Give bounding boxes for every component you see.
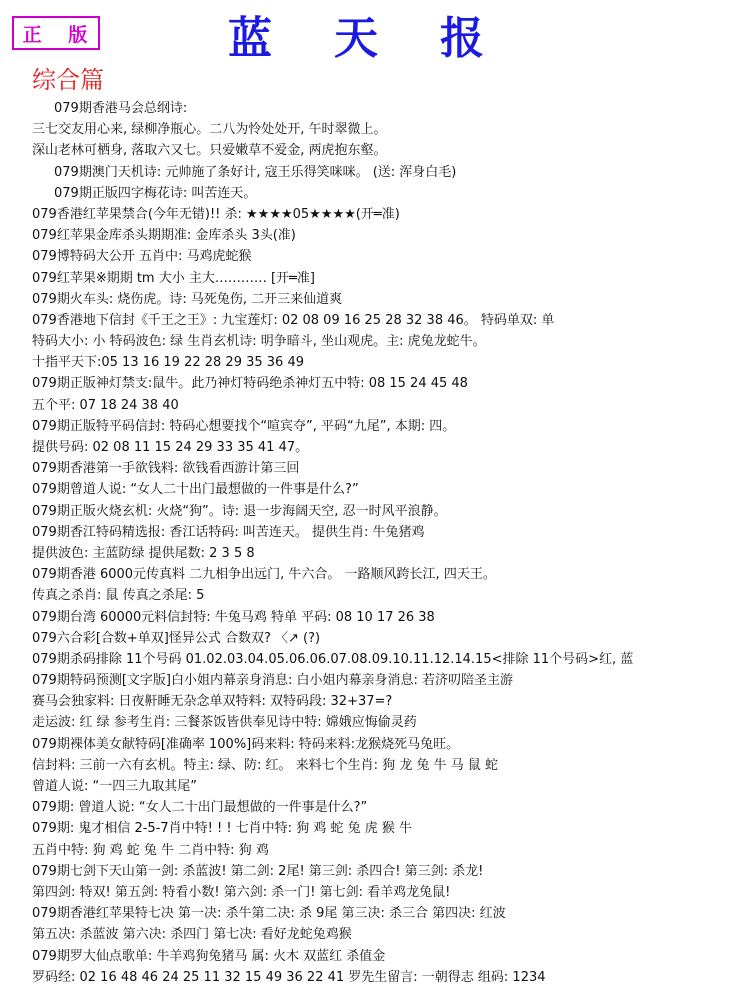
text-line: 第四剑: 特双! 第五剑: 特看小数! 第六剑: 杀一门! 第七剑: 看羊鸡龙兔鼠!: [32, 884, 451, 900]
text-line: 079期香港马会总纲诗:: [54, 101, 188, 116]
text-line: 079期曾道人说: “女人二十出门最想做的一件事是什么?”: [32, 482, 359, 498]
text-line: 第五决: 杀蓝波 第六决: 杀四门 第七决: 看好龙蛇兔鸡猴: [32, 927, 352, 943]
text-line: 079期澳门天机诗: 元帅施了条好计, 寇王乐得笑咪咪。 (送: 浑身白毛): [54, 164, 457, 180]
text-line: 079香港红苹果禁合(今年无错)!! 杀: ★★★★05★★★★(开═准): [32, 206, 400, 222]
text-line: 三七交友用心来, 绿柳净瓶心。二八为怜处处开, 午时翠微上。: [32, 122, 387, 138]
newspaper-title: 蓝天报: [228, 13, 546, 64]
text-line: 提供号码: 02 08 11 15 24 29 33 35 41 47。: [32, 440, 309, 455]
text-line: 走运波: 红 绿 参考生肖: 三餐茶饭皆供奉见诗中特: 嫦娥应悔偷灵药: [32, 715, 417, 731]
text-line: 079六合彩[合数+单双]怪异公式 合数双? 〈↗ (?): [32, 630, 321, 646]
text-line: 079期正版神灯禁支:鼠牛。此乃神灯特码绝杀神灯五中特: 08 15 24 45 48: [32, 376, 468, 392]
text-line: 十指平天下:05 13 16 19 22 28 29 35 36 49: [32, 355, 304, 371]
text-line: 079期火车头: 烧伤虎。诗: 马死兔伤, 二开三来仙道爽: [32, 291, 343, 307]
text-line: 079期: 鬼才相信 2-5-7肖中特! ! ! 七肖中特: 狗 鸡 蛇 兔 虎 猴 牛: [32, 821, 412, 837]
text-line: 五肖中特: 狗 鸡 蛇 兔 牛 二肖中特: 狗 鸡: [32, 842, 269, 858]
text-line: 079博特码大公开 五肖中: 马鸡虎蛇猴: [32, 249, 252, 265]
text-line: 079期香江特码精选报: 香江话特码: 叫苦连天。 提供生肖: 牛兔猪鸡: [32, 524, 425, 540]
text-line: 罗码经: 02 16 48 46 24 25 11 32 15 49 36 22 41 罗先生留言: 一朝得志 组码: 1234: [32, 969, 546, 985]
text-line: 079期台湾 60000元料信封特: 牛兔马鸡 特单 平码: 08 10 17 26 38: [32, 609, 435, 625]
text-line: 079红苹果※期期 tm 大小 主大………… [开═准]: [32, 270, 315, 286]
section-title: 综合篇: [32, 66, 104, 94]
text-line: 079期正版四字梅花诗: 叫苦连天。: [54, 185, 257, 201]
text-line: 079期香港红苹果特七决 第一决: 杀牛第二决: 杀 9尾 第三决: 杀三合 第四决: 红波: [32, 906, 506, 922]
text-line: 深山老林可栖身, 落取六又七。只爱嫩草不爱金, 两虎抱东壑。: [32, 143, 387, 159]
edition-badge: 正 版: [12, 16, 100, 50]
text-line: 079期正版特平码信封: 特码心想要找个“喧宾夺”, 平码“九尾”, 本期: 四。: [32, 418, 456, 434]
text-line: 079期正版火烧玄机: 火烧“狗”。诗: 退一步海阔天空, 忍一时风平浪静。: [32, 503, 447, 519]
text-line: 079期裸体美女献特码[准确率 100%]码来料: 特码来料:龙猴烧死马兔旺。: [32, 736, 460, 752]
text-line: 曾道人说: “一四三九取其尾”: [32, 779, 197, 794]
text-line: 信封料: 三前一六有玄机。特主: 绿、防: 红。 来料七个生肖: 狗 龙 兔 牛 马 鼠 蛇: [32, 757, 498, 773]
text-line: 赛马会独家料: 日夜鼾睡无杂念单双特料: 双特码段: 32+37=?: [32, 694, 393, 710]
text-line: 079香港地下信封《千王之王》: 九宝莲灯: 02 08 09 16 25 28 32 38 46。 特码单双: 单: [32, 312, 555, 328]
text-line: 079红苹果金库杀头期期准: 金库杀头 3头(准): [32, 228, 296, 244]
text-line: 传真之杀肖: 鼠 传真之杀尾: 5: [32, 588, 205, 604]
text-line: 079期特码预测[文字版]白小姐内幕亲身消息: 白小姐内幕亲身消息: 若济叨陪圣主游: [32, 673, 513, 689]
text-line: 079期香港 6000元传真料 二九相争出远门, 牛六合。 一路顺风跨长江, 四天王。: [32, 567, 496, 583]
text-line: 079期: 曾道人说: “女人二十出门最想做的一件事是什么?”: [32, 800, 368, 816]
text-line: 079期七剑下天山第一剑: 杀蓝波! 第二剑: 2尾! 第三剑: 杀四合! 第三剑: 杀龙!: [32, 863, 484, 879]
text-line: 079期杀码排除 11个号码 01.02.03.04.05.06.06.07.08.09.10.11.12.14.15<排除 11个号码>红, 蓝: [32, 651, 634, 667]
article-body: [32, 98, 732, 988]
text-line: 五个平: 07 18 24 38 40: [32, 397, 179, 413]
text-line: 特码大小: 小 特码波色: 绿 生肖玄机诗: 明争暗斗, 坐山观虎。主: 虎兔龙蛇牛。: [32, 334, 486, 350]
text-line: 079期罗大仙点歌单: 牛羊鸡狗兔猪马 属: 火木 双蓝红 杀值金: [32, 948, 386, 964]
text-line: 079期香港第一手欲钱料: 欲钱看西游计第三回: [32, 461, 300, 477]
text-line: 提供波色: 主蓝防绿 提供尾数: 2 3 5 8: [32, 545, 255, 561]
